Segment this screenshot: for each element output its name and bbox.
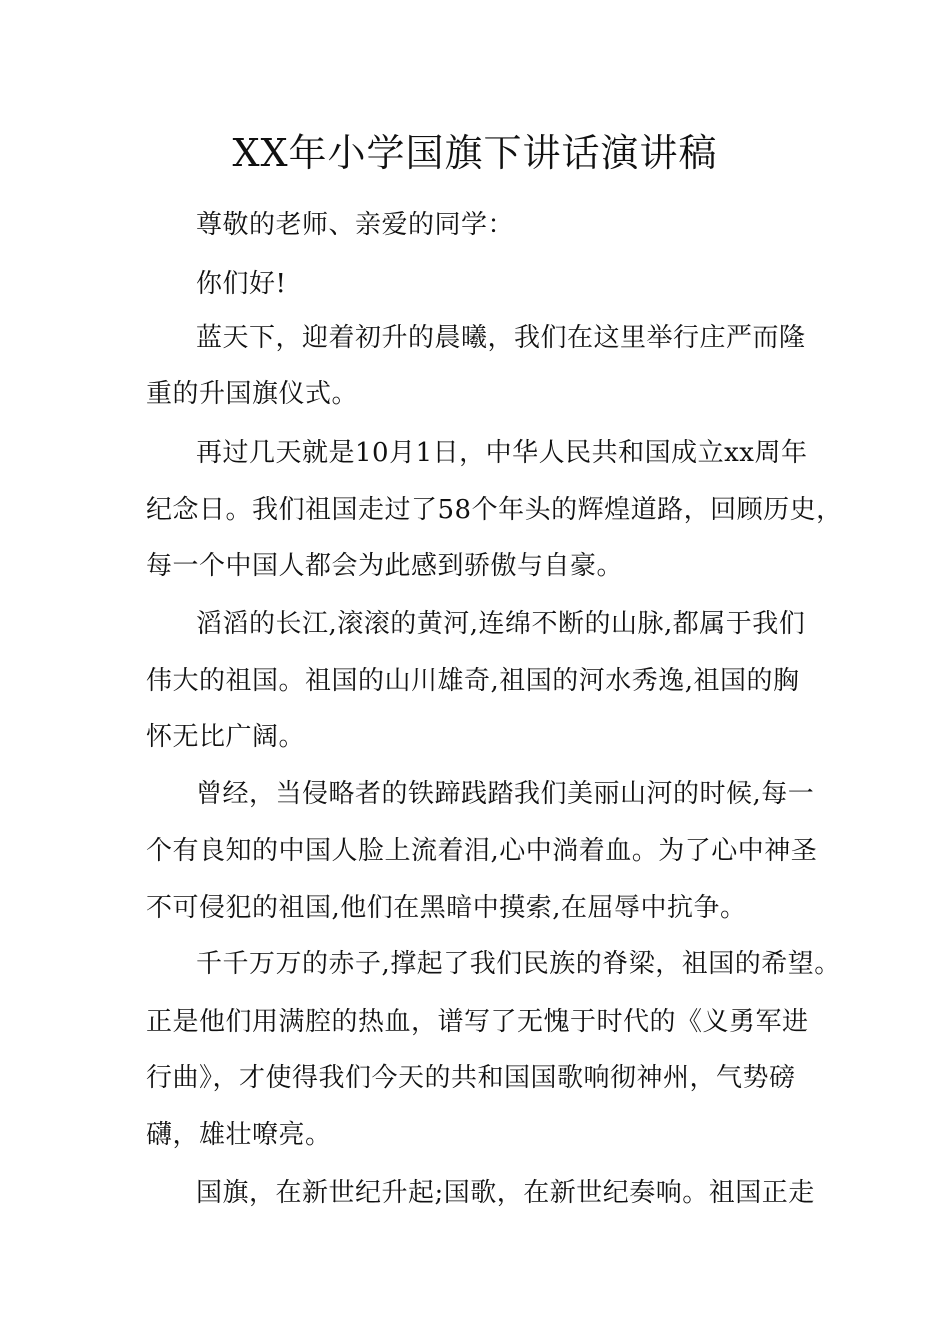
paragraph-line: 不可侵犯的祖国,他们在黑暗中摸索,在屈辱中抗争。 <box>146 893 747 923</box>
paragraph-line: 重的升国旗仪式。 <box>146 379 359 409</box>
paragraph-line: 纪念日。我们祖国走过了58个年头的辉煌道路，回顾历史， <box>146 495 843 525</box>
paragraph-line: 尊敬的老师、亲爱的同学： <box>196 210 515 240</box>
paragraph-line: 礴，雄壮嘹亮。 <box>146 1120 332 1150</box>
paragraph-line: 滔滔的长江,滚滚的黄河,连绵不断的山脉,都属于我们 <box>196 609 806 639</box>
paragraph-line: 伟大的祖国。祖国的山川雄奇,祖国的河水秀逸,祖国的胸 <box>146 666 800 696</box>
paragraph-line: 曾经，当侵略者的铁蹄践踏我们美丽山河的时候,每一 <box>196 779 815 809</box>
paragraph-line: 行曲》，才使得我们今天的共和国国歌响彻神州，气势磅 <box>146 1063 796 1093</box>
paragraph-line: 再过几天就是10月1日，中华人民共和国成立xx周年 <box>196 438 808 468</box>
paragraph-line: 正是他们用满腔的热血，谱写了无愧于时代的《义勇军进 <box>146 1007 809 1037</box>
paragraph-line: 每一个中国人都会为此感到骄傲与自豪。 <box>146 551 624 581</box>
paragraph-line: 你们好! <box>196 269 287 299</box>
paragraph-line: 个有良知的中国人脸上流着泪,心中淌着血。为了心中神圣 <box>146 836 818 866</box>
paragraph-line: 千千万万的赤子,撑起了我们民族的脊梁，祖国的希望。 <box>196 949 841 979</box>
paragraph-line: 蓝天下，迎着初升的晨曦，我们在这里举行庄严而隆 <box>196 323 806 353</box>
paragraph-line: 国旗，在新世纪升起;国歌，在新世纪奏响。祖国正走 <box>196 1178 815 1208</box>
document-title: XX年小学国旗下讲话演讲稿 <box>232 131 718 175</box>
paragraph-line: 怀无比广阔。 <box>146 722 306 752</box>
